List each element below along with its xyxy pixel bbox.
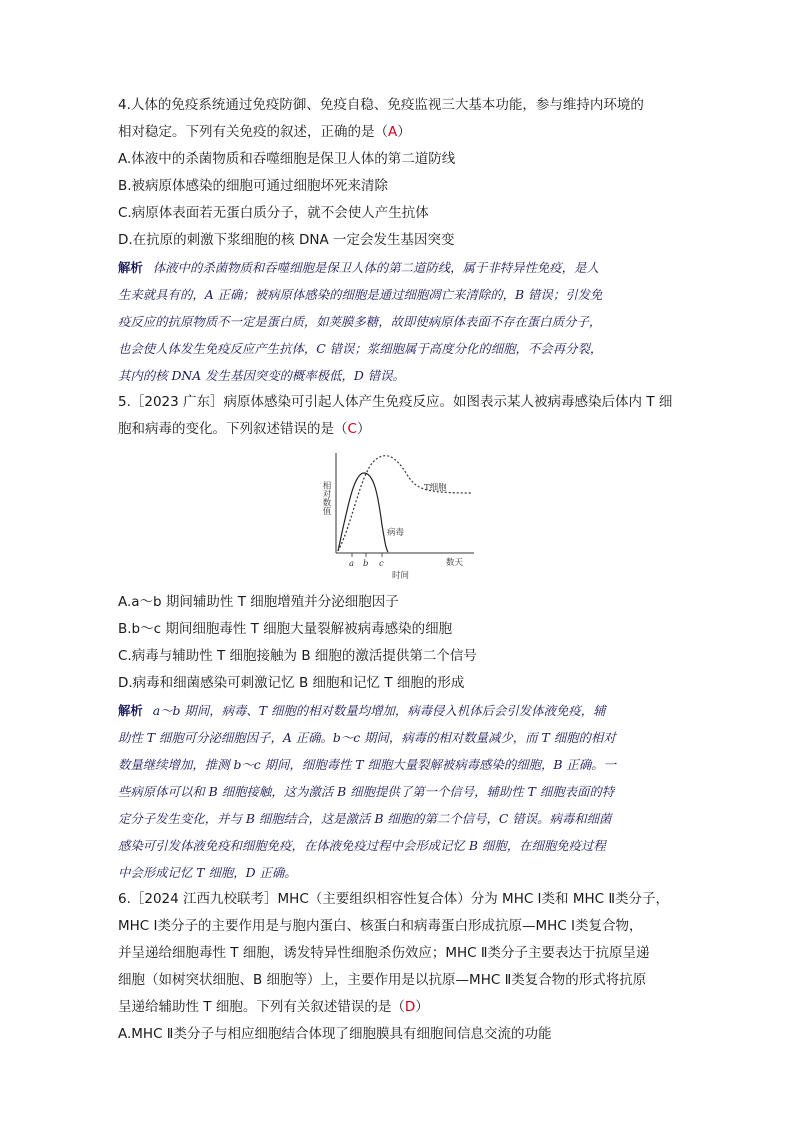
- q5-option-c: C.病毒与辅助性 T 细胞接触为 B 细胞的激活提供第二个信号: [118, 648, 477, 664]
- q4-explanation-line-1: 解析 体液中的杀菌物质和吞噬细胞是保卫人体的第二道防线，属于非特异性免疫，是人: [118, 260, 599, 275]
- q4-stem-line-2: 相对稳定。下列有关免疫的叙述，正确的是（A）: [118, 124, 411, 140]
- q5-option-b: B.b～c 期间细胞毒性 T 细胞大量裂解被病毒感染的细胞: [118, 621, 453, 637]
- q5-stem-line-1: 5.［2023 广东］病原体感染可引起人体产生免疫反应。如图表示某人被病毒感染后体内 T 细: [118, 394, 673, 410]
- q4-explanation-line-5: 其内的核 DNA 发生基因突变的概率极低，D 错误。: [118, 368, 405, 383]
- q5-explanation-tag: 解析: [118, 703, 143, 718]
- q5-figure: [118, 445, 678, 585]
- q5-explanation-line-2: 助性 T 细胞可分泌细胞因子，A 正确。b～c 期间，病毒的相对数量减少，而 T 细胞的相对: [118, 730, 616, 745]
- q5-option-a: A.a～b 期间辅助性 T 细胞增殖并分泌细胞因子: [118, 594, 399, 610]
- q6-stem-line-4: 细胞（如树突状细胞、B 细胞等）上，主要作用是以抗原—MHC Ⅱ类复合物的形式将抗原: [118, 972, 647, 988]
- q4-option-c: C.病原体表面若无蛋白质分子，就不会使人产生抗体: [118, 205, 429, 221]
- document-page: [118, 92, 678, 1048]
- q4-explanation-line-3: 疫反应的抗原物质不一定是蛋白质，如荚膜多糖，故即使病原体表面不存在蛋白质分子，: [118, 314, 602, 329]
- q5-explanation-line-7: 中会形成记忆 T 细胞，D 正确。: [118, 865, 297, 880]
- question-4: [118, 92, 678, 389]
- q4-stem-line-1: 4.人体的免疫系统通过免疫防御、免疫自稳、免疫监视三大基本功能，参与维持内环境的: [118, 97, 644, 113]
- q5-answer: C: [347, 421, 357, 437]
- q4-explanation-line-2: 生来就具有的，A 正确；被病原体感染的细胞是通过细胞凋亡来清除的，B 错误；引发免: [118, 287, 603, 302]
- tick-label-a: a: [349, 559, 355, 569]
- q4-explanation-line-4: 也会使人体发生免疫反应产生抗体，C 错误；浆细胞属于高度分化的细胞，不会再分裂，: [118, 341, 603, 356]
- q4-option-d: D.在抗原的刺激下浆细胞的核 DNA 一定会发生基因突变: [118, 232, 455, 248]
- t-cell-curve: [338, 456, 472, 551]
- q5-stem-line-2: 胞和病毒的变化。下列叙述错误的是（C）: [118, 421, 371, 437]
- q6-stem-line-3: 并呈递给细胞毒性 T 细胞，诱发特异性细胞杀伤效应；MHC Ⅱ类分子主要表达于抗原呈递: [118, 945, 650, 961]
- q5-explanation-line-3: 数量继续增加，推测 b～c 期间，细胞毒性 T 细胞大量裂解被病毒感染的细胞，B 正确。一: [118, 757, 616, 772]
- q4-explanation-tag: 解析: [118, 260, 143, 275]
- tick-label-b: b: [363, 559, 369, 569]
- question-5: [118, 389, 678, 886]
- q6-option-a: A.MHC Ⅱ类分子与相应细胞结合体现了细胞膜具有细胞间信息交流的功能: [118, 1026, 552, 1042]
- q6-stem-line-5: 呈递给辅助性 T 细胞。下列有关叙述错误的是（D）: [118, 999, 429, 1015]
- q4-option-b: B.被病原体感染的细胞可通过细胞坏死来清除: [118, 178, 389, 194]
- t-cell-label: T细胞: [424, 483, 447, 493]
- q6-stem-line-1: 6.［2024 江西九校联考］MHC（主要组织相容性复合体）分为 MHC Ⅰ类和 MHC Ⅱ类分子，: [118, 891, 669, 907]
- x-axis-unit: 数天: [446, 558, 464, 568]
- q5-curve-diagram: [314, 445, 484, 583]
- q5-explanation-line-1: 解析 a～b 期间，病毒、T 细胞的相对数量均增加，病毒侵入机体后会引发体液免疫，辅: [118, 703, 606, 718]
- virus-label: 病毒: [387, 528, 405, 538]
- y-axis-label: 相对数值: [321, 481, 331, 515]
- q4-option-a: A.体液中的杀菌物质和吞噬细胞是保卫人体的第二道防线: [118, 151, 456, 167]
- virus-curve: [338, 473, 388, 552]
- q5-option-d: D.病毒和细菌感染可刺激记忆 B 细胞和记忆 T 细胞的形成: [118, 675, 465, 691]
- q6-answer: D: [404, 999, 416, 1015]
- question-6: [118, 886, 678, 1048]
- q5-explanation-line-5: 定分子发生变化，并与 B 细胞结合，这是激活 B 细胞的第二个信号，C 错误。病毒和细菌: [118, 811, 612, 826]
- q5-explanation-line-6: 感染可引发体液免疫和细胞免疫，在体液免疫过程中会形成记忆 B 细胞，在细胞免疫过程: [118, 838, 606, 853]
- q6-stem-line-2: MHC Ⅰ类分子的主要作用是与胞内蛋白、核蛋白和病毒蛋白形成抗原—MHC Ⅰ类复合物，: [118, 918, 643, 934]
- tick-label-c: c: [379, 559, 384, 569]
- x-axis-label: 时间: [392, 571, 410, 581]
- q5-explanation-line-4: 些病原体可以和 B 细胞接触，这为激活 B 细胞提供了第一个信号，辅助性 T 细胞表面的特: [118, 784, 615, 799]
- q4-answer: A: [388, 124, 398, 140]
